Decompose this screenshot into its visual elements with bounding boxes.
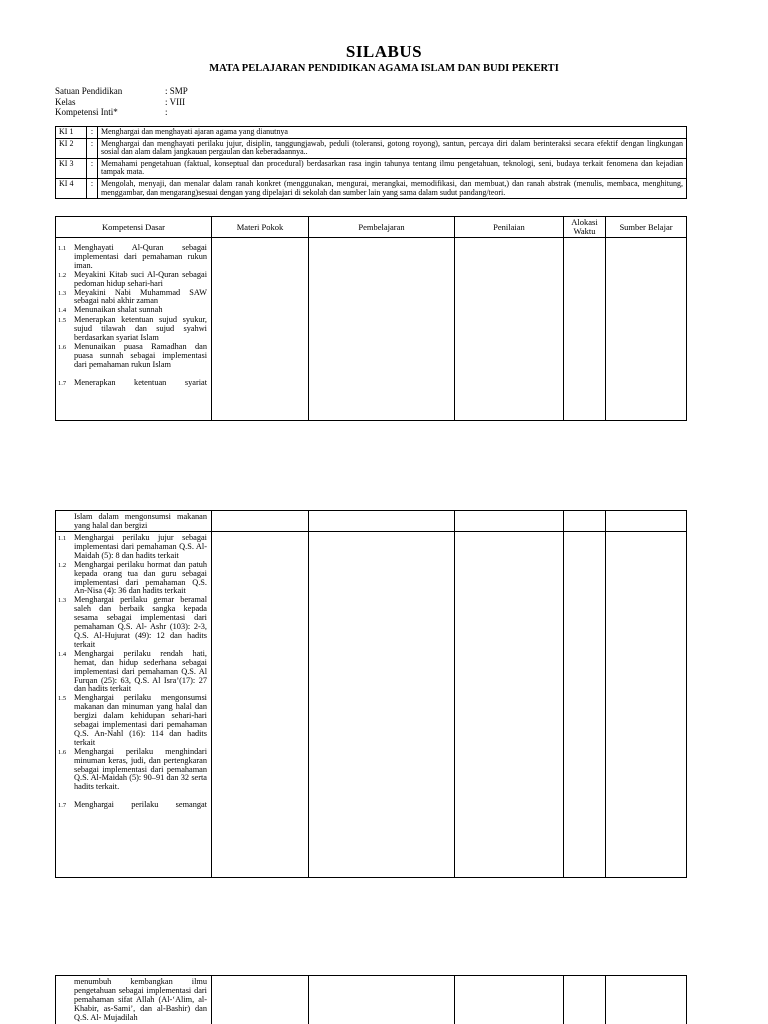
kd-number: 1.2 bbox=[58, 561, 67, 569]
table-row bbox=[56, 976, 687, 1024]
column-header: Kompetensi Dasar bbox=[56, 217, 212, 238]
materi-pokok-cell bbox=[212, 976, 309, 1024]
list-item bbox=[58, 343, 207, 370]
syllabus-table-1 bbox=[55, 216, 687, 421]
kd-number: 1.2 bbox=[58, 271, 67, 279]
meta-label: Kelas bbox=[55, 96, 76, 107]
kd-text: Menghargai perilaku menghindari minuman keras, judi, dan pertengkaran sebagai implementasi dari pemahaman Q.S. Al-Maidah (5): 90–91 dan 32 serta hadits terkait. bbox=[74, 746, 207, 792]
meta-label: Satuan Pendidikan bbox=[55, 86, 123, 96]
kd-text: Menunaikan puasa Ramadhan dan puasa sunnah sebagai implementasi dari pemahaman rukun Islam bbox=[74, 341, 207, 369]
ki-code: KI 4 bbox=[56, 178, 87, 198]
kd-number: 1.6 bbox=[58, 748, 67, 756]
list-item bbox=[58, 379, 207, 389]
ki-text: Mengolah, menyaji, dan menalar dalam ranah konkret (menggunakan, mengurai, merangkai, memodifikasi, dan membuat,) dan ranah abstrak (menulis, membaca, menghitung, menggambar, dan mengarang)sesuai dengan yang dipelajari di sekolah dan sumber lain yang sama dalam sudut pandang/teori. bbox=[98, 178, 687, 198]
materi-pokok-cell bbox=[212, 532, 309, 878]
kd-number: 1.5 bbox=[58, 317, 67, 325]
ki-colon: : bbox=[87, 127, 98, 139]
sumber-belajar-cell bbox=[606, 976, 687, 1024]
meta-block bbox=[55, 86, 355, 120]
sumber-belajar-cell bbox=[606, 511, 687, 532]
list-item bbox=[58, 316, 207, 343]
ki-colon: : bbox=[87, 138, 98, 158]
penilaian-cell bbox=[455, 532, 564, 878]
column-header: Pembelajaran bbox=[309, 217, 455, 238]
ki-text: Menghargai dan menghayati ajaran agama yang dianutnya bbox=[98, 127, 687, 139]
kompetensi-dasar-cell bbox=[56, 238, 212, 421]
kd-text: Menunaikan shalat sunnah bbox=[74, 305, 163, 315]
materi-pokok-cell bbox=[212, 511, 309, 532]
kd-number: 1.7 bbox=[58, 379, 67, 387]
syllabus-table-3-viewport bbox=[55, 975, 689, 1024]
kd-continuation: Islam dalam mengonsumsi makanan yang halal dan bergizi bbox=[74, 512, 207, 530]
kd-text: Menghayati Al-Quran sebagai implementasi dari pemahaman rukun iman. bbox=[74, 243, 207, 270]
alokasi-waktu-cell bbox=[564, 238, 606, 421]
kd-number: 1.6 bbox=[58, 343, 67, 351]
table-row bbox=[56, 511, 687, 532]
ki-text: Menghargai dan menghayati perilaku jujur, disiplin, tanggungjawab, peduli (toleransi, gotong royong), santun, percaya diri dalam berinteraksi secara efektif dengan lingkungan sosial dan alam dalam jangkauan pergaulan dan keberadaannya.. bbox=[98, 138, 687, 158]
kd-text: Menghargai perilaku rendah hati, hemat, dan hidup sederhana sebagai implementasi dari pemahaman Q.S. Al Furqan (25): 63, Q.S. Al Isra’(17): 27 dan hadits terkait bbox=[74, 648, 207, 694]
alokasi-waktu-cell bbox=[564, 532, 606, 878]
ki-colon: : bbox=[87, 158, 98, 178]
meta-value: : VIII bbox=[165, 96, 186, 107]
ki-code: KI 1 bbox=[56, 127, 87, 139]
pembelajaran-cell bbox=[309, 532, 455, 878]
kd-text: Meyakini Kitab suci Al-Quran sebagai pedoman hidup sehari-hari bbox=[74, 269, 207, 288]
kd-text: Menghargai perilaku semangat bbox=[74, 800, 207, 810]
list-item bbox=[58, 289, 207, 307]
list-item bbox=[58, 271, 207, 289]
kd-number: 1.4 bbox=[58, 650, 67, 658]
kd-text: Menerapkan ketentuan syariat bbox=[74, 377, 207, 387]
table-row bbox=[56, 532, 687, 878]
meta-value: : bbox=[165, 107, 168, 117]
column-header: Materi Pokok bbox=[212, 217, 309, 238]
kompetensi-dasar-cell bbox=[56, 976, 212, 1024]
ki-colon: : bbox=[87, 178, 98, 198]
ki-text: Memahami pengetahuan (faktual, konseptual dan procedural) berdasarkan rasa ingin tahunya tentang ilmu pengetahuan, teknologi, seni, budaya terkait fenomena dan kejadian tampak mata. bbox=[98, 158, 687, 178]
pembelajaran-cell bbox=[309, 511, 455, 532]
kompetensi-dasar-cell bbox=[56, 511, 212, 532]
penilaian-cell bbox=[455, 976, 564, 1024]
alokasi-waktu-cell bbox=[564, 511, 606, 532]
sumber-belajar-cell bbox=[606, 532, 687, 878]
ki-row bbox=[56, 158, 687, 178]
kd-text: Meyakini Nabi Muhammad SAW sebagai nabi akhir zaman bbox=[74, 287, 207, 306]
kd-text: Menghargai perilaku hormat dan patuh kepada orang tua dan guru sebagai implementasi dari pemahaman Q.S. An-Nisa (4): 36 dan hadits terkait bbox=[74, 559, 207, 596]
sumber-belajar-cell bbox=[606, 238, 687, 421]
meta-value: : SMP bbox=[165, 86, 188, 96]
kd-text: Menerapkan ketentuan sujud syukur, sujud tilawah dan sujud syahwi berdasarkan syariat Islam bbox=[74, 315, 207, 343]
list-item bbox=[58, 244, 207, 271]
kd-number: 1.1 bbox=[58, 535, 67, 542]
list-item bbox=[58, 596, 207, 649]
list-item bbox=[58, 561, 207, 597]
kompetensi-dasar-cell bbox=[56, 532, 212, 878]
kd-number: 1.4 bbox=[58, 307, 67, 315]
kd-text: Menghargai perilaku jujur sebagai implementasi dari pemahaman Q.S. Al-Maidah (5): 8 dan hadits terkait bbox=[74, 533, 207, 560]
kd-number: 1.7 bbox=[58, 802, 67, 810]
ki-row bbox=[56, 127, 687, 139]
document-title: SILABUS bbox=[345, 42, 423, 61]
ki-code: KI 2 bbox=[56, 138, 87, 158]
kd-number: 1.3 bbox=[58, 597, 67, 605]
kd-text: Menghargai perilaku gemar beramal saleh dan berbaik sangka kepada sesama sebagai implementasi dari pemahaman Q.S. Al- Ashr (103): 2-3, Q.S. Al-Hujurat (49): 12 dan hadits terkait bbox=[74, 595, 207, 649]
materi-pokok-cell bbox=[212, 238, 309, 421]
ki-row bbox=[56, 178, 687, 198]
penilaian-cell bbox=[455, 238, 564, 421]
kd-number: 1.1 bbox=[58, 245, 67, 252]
kd-number: 1.5 bbox=[58, 695, 67, 703]
header-row bbox=[56, 217, 687, 238]
kd-number: 1.3 bbox=[58, 289, 67, 297]
list-item bbox=[58, 650, 207, 695]
list-item bbox=[58, 801, 207, 811]
ki-row bbox=[56, 138, 687, 158]
meta-label: Kompetensi Inti* bbox=[55, 107, 118, 117]
list-item bbox=[58, 534, 207, 561]
table-row bbox=[56, 238, 687, 421]
column-header: Penilaian bbox=[455, 217, 564, 238]
column-header: Alokasi Waktu bbox=[564, 217, 606, 238]
column-header: Sumber Belajar bbox=[606, 217, 687, 238]
pembelajaran-cell bbox=[309, 976, 455, 1024]
kd-continuation: menumbuh kembangkan ilmu pengetahuan sebagai implementasi dari pemahaman sifat Allah (Al-‘Alim, al-Khabir, as-Sami’, dan al-Bashir) dan Q.S. Al- Mujadilah bbox=[74, 977, 207, 1022]
syllabus-table-3 bbox=[55, 975, 687, 1024]
kd-text: Menghargai perilaku mengonsumsi makanan dan minuman yang halal dan bergizi dalam kehidupan sehari-hari sebagai implementasi dari pemahaman Q.S. An-Nahl (16): 114 dan hadits terkait bbox=[74, 693, 207, 747]
list-item bbox=[58, 694, 207, 747]
ki-code: KI 3 bbox=[56, 158, 87, 178]
list-item bbox=[58, 748, 207, 793]
alokasi-waktu-cell bbox=[564, 976, 606, 1024]
penilaian-cell bbox=[455, 511, 564, 532]
syllabus-table-2 bbox=[55, 510, 687, 878]
kompetensi-inti-table bbox=[55, 126, 687, 199]
pembelajaran-cell bbox=[309, 238, 455, 421]
document-subtitle: MATA PELAJARAN PENDIDIKAN AGAMA ISLAM DAN BUDI PEKERTI bbox=[209, 63, 559, 74]
